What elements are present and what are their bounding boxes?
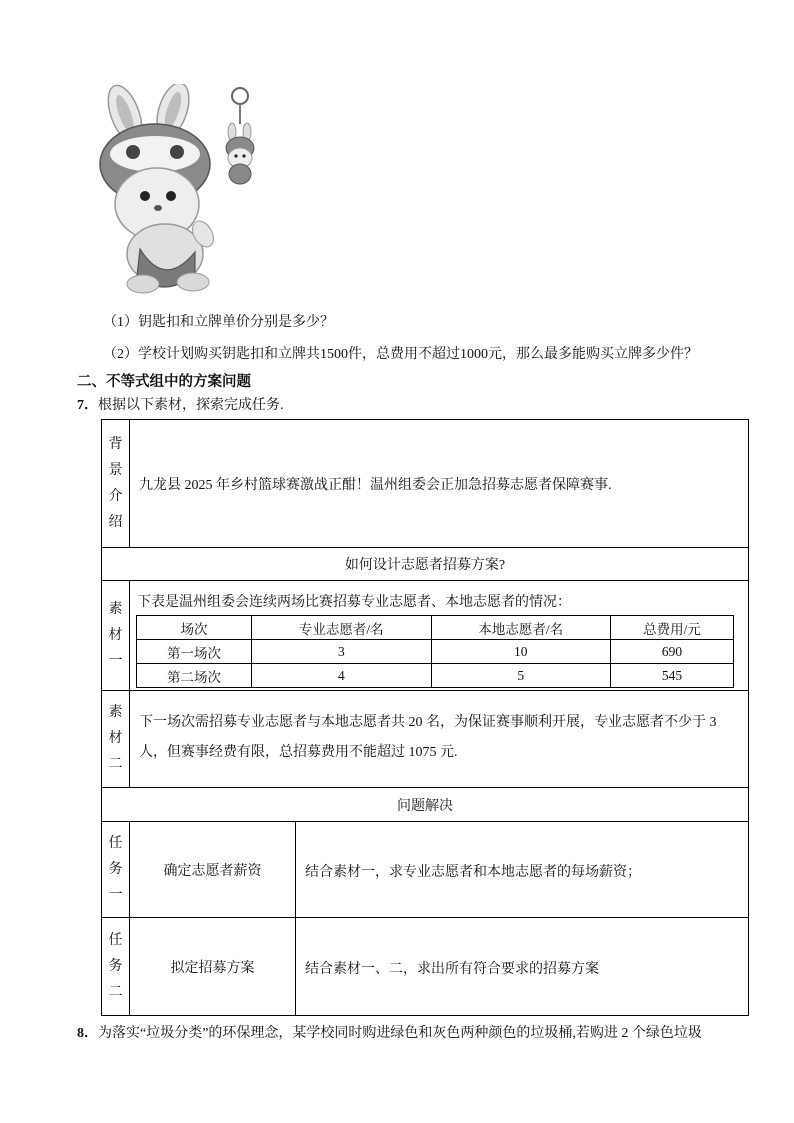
table-cell: 第二场次: [137, 664, 252, 688]
design-title: 如何设计志愿者招募方案?: [344, 558, 506, 573]
table-header-cell: 场次: [137, 616, 252, 640]
q8-number: 8．: [77, 1026, 98, 1041]
material2-text: 下一场次需招募专业志愿者与本地志愿者共 20 名，为保证赛事顺利开展，专业志愿者不少于 3 人，但赛事经费有限，总招募费用不能超过 1075 元.: [139, 715, 717, 760]
table-cell: 10: [431, 640, 610, 664]
table-row: [137, 640, 734, 664]
background-label: 背 景 介 绍: [108, 436, 123, 530]
q8-body: 为落实“垃圾分类”的环保理念，某学校同时购进绿色和灰色两种颜色的垃圾桶,若购进 2 个绿色垃圾: [98, 1026, 702, 1041]
q6-sub2: （2）学校计划购买钥匙扣和立牌共1500件，总费用不超过1000元，那么最多能购买立牌多少件？: [103, 347, 698, 362]
table-header-cell: 总费用/元: [611, 616, 734, 640]
table-header-row: [137, 616, 734, 640]
q7-stem-text: 根据以下素材，探索完成任务.: [98, 398, 284, 413]
background-text: 九龙县 2025 年乡村篮球赛激战正酣！温州组委会正加急招募志愿者保障赛事.: [139, 478, 612, 493]
material1-data-table: [136, 615, 734, 688]
table-cell: 5: [431, 664, 610, 688]
task1-label: 任 务 一: [108, 835, 123, 903]
table-cell: 690: [611, 640, 734, 664]
task2-text: 结合素材一、二，求出所有符合要求的招募方案: [305, 962, 599, 977]
table-header-cell: 本地志愿者/名: [431, 616, 610, 640]
q8-text: [77, 1022, 702, 1042]
q7-stem: [77, 394, 284, 414]
rabbit-mascot-figure-icon: [100, 84, 218, 293]
material1-label: 素 材 一: [108, 601, 123, 669]
task2-label: 任 务 二: [108, 932, 123, 1000]
table-header-cell: 专业志愿者/名: [252, 616, 431, 640]
table-cell: 4: [252, 664, 431, 688]
q6-sub1: （1）钥匙扣和立牌单价分别是多少？: [103, 315, 334, 330]
table-cell: 3: [252, 640, 431, 664]
material2-label: 素 材 二: [108, 705, 123, 772]
rabbit-keychain-icon: [226, 88, 254, 184]
section-heading: 二、不等式组中的方案问题: [77, 374, 251, 390]
table-cell: 545: [611, 664, 734, 688]
table-cell: 第一场次: [137, 640, 252, 664]
table-row: [137, 664, 734, 688]
q7-number: 7．: [77, 398, 98, 413]
solve-title: 问题解决: [397, 798, 453, 814]
task2-name: 拟定招募方案: [170, 960, 255, 976]
task1-name: 确定志愿者薪资: [163, 863, 262, 879]
material1-intro: 下表是温州组委会连续两场比赛招募专业志愿者、本地志愿者的情况：: [137, 595, 571, 610]
rabbit-mascot-illustration: [95, 84, 265, 299]
task1-text: 结合素材一，求专业志愿者和本地志愿者的每场薪资；: [305, 865, 641, 880]
